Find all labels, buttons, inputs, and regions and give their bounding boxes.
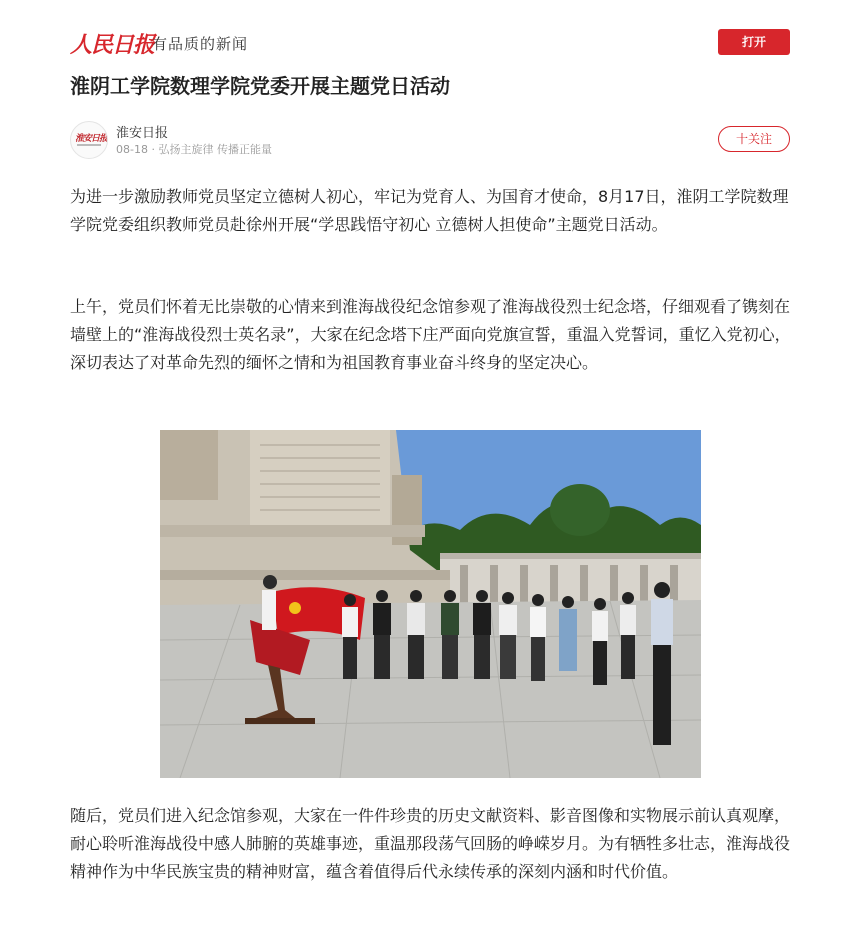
- article-photo[interactable]: [160, 430, 701, 778]
- article-title: 淮阴工学院数理学院党委开展主题党日活动: [70, 74, 450, 98]
- author-bar: [70, 120, 790, 160]
- top-bar: [70, 24, 790, 60]
- peoples-daily-logo[interactable]: 人民日报: [70, 32, 155, 58]
- paragraph-morning: 上午，党员们怀着无比崇敬的心情来到淮海战役纪念馆参观了淮海战役烈士纪念塔，仔细观看了镌刻在墙壁上的“淮海战役烈士英名录”，大家在纪念塔下庄严面向党旗宣誓，重温入党誓词，重忆入党初心，深切表达了对革命先烈的缅怀之情和为祖国教育事业奋斗终身的坚定决心。: [70, 297, 791, 372]
- open-app-button[interactable]: 打开: [718, 29, 790, 55]
- paragraph-museum: 随后，党员们进入纪念馆参观，大家在一件件珍贵的历史文献资料、影音图像和实物展示前认真观摩，耐心聆听淮海战役中感人肺腑的英雄事迹，重温那段荡气回肠的峥嵘岁月。为有牺牲多壮志，淮海战役精神作为中华民族宝贵的精神财富，蕴含着值得后代永续传承的深刻内涵和时代价值。: [70, 806, 791, 881]
- paragraph-intro: 为进一步激励教师党员坚定立德树人初心，牢记为党育人、为国育才使命，8月17日，淮阴工学院数理学院党委组织教师党员赴徐州开展“学思践悟守初心 立德树人担使命”主题党日活动。: [70, 187, 789, 234]
- avatar[interactable]: [70, 121, 108, 159]
- author-name[interactable]: 淮安日报: [116, 126, 169, 141]
- slogan: 有品质的新闻: [152, 35, 249, 53]
- memorial-oath-photo: [160, 430, 701, 778]
- author-meta: 08-18 · 弘扬主旋律 传播正能量: [116, 143, 272, 156]
- avatar-logo-text: 淮安日报: [75, 134, 108, 144]
- avatar-divider: [77, 144, 101, 146]
- follow-button[interactable]: 十关注: [718, 126, 790, 152]
